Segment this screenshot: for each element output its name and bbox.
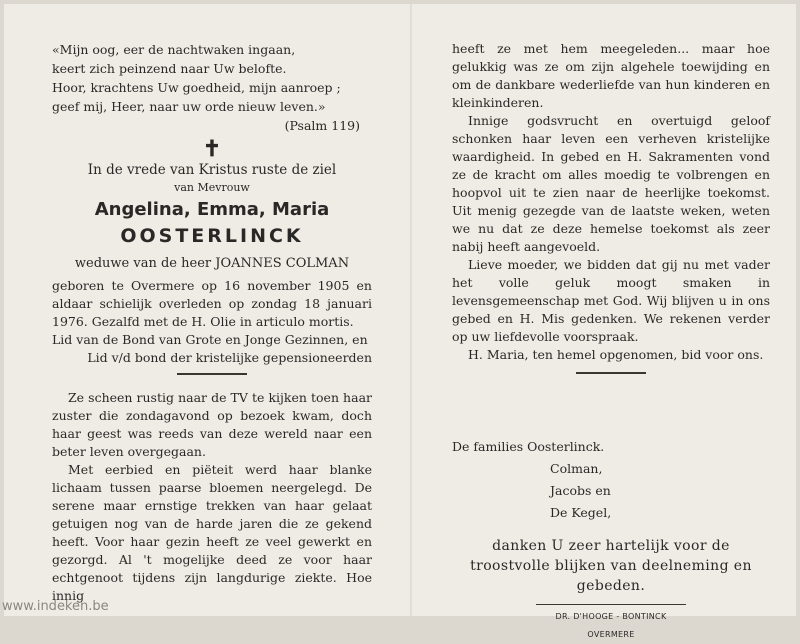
watermark: www.indeken.be [2,599,109,614]
psalm-source: (Psalm 119) [52,116,372,135]
paragraph-4: Innige godsvrucht en overtuigd geloof schonken haar leven een verheven kristelijke waardigheid. In gebed en H. Sakramenten vond ze de kracht om alles moedig te volbrengen en hoopvol uit te zien naar de heerlijke toekomst. Uit menig gezegde van de laatste weken, weten we nu dat ze deze hemelse toekomst als zeer nabij heeft aangevoeld. [452,112,770,256]
thanks-text: danken U zeer hartelijk voor de troostvolle blijken van deelneming en gebeden. [452,536,770,596]
given-names: Angelina, Emma, Maria [52,197,372,223]
van-mevrouw: van Mevrouw [52,179,372,197]
psalm-verse [52,40,372,135]
verse-line: «Mijn oog, eer de nachtwaken ingaan, [52,40,372,59]
bio-text: geboren te Overmere op 16 november 1905 en aldaar schielijk overleden op zondag 18 januari 1976. Gezalfd met de H. Olie in articulo mortis. [52,277,372,331]
family-line: Colman, [452,458,770,480]
family-line: De Kegel, [452,502,770,524]
right-column [452,40,770,644]
family-line: De families Oosterlinck. [452,436,770,458]
left-column [52,40,372,605]
paragraph-1: Ze scheen rustig naar de TV te kijken toen haar zuster die zondagavond op bezoek kwam, doch haar geest was reeds van deze wereld naar een beter leven overgegaan. [52,389,372,461]
families-list [452,436,770,524]
card-fold [410,4,412,616]
family-line: Jacobs en [452,480,770,502]
paragraph-3: heeft ze met hem meegeleden... maar hoe gelukkig was ze om zijn algehele toewijding en om de dankbare wederliefde van hun kinderen en kleinkinderen. [452,40,770,112]
prayer-line: H. Maria, ten hemel opgenomen, bid voor ons. [452,346,770,364]
intro-line: In de vrede van Kristus ruste de ziel [52,161,372,179]
divider [177,373,247,375]
paragraph-5: Lieve moeder, we bidden dat gij nu met vader het volle geluk moogt smaken in levensgemeenschap met God. Wij blijven u in ons gebed en H. Mis gedenken. We rekenen verder op uw liefdevolle voorspraak. [452,256,770,346]
verse-line: keert zich peinzend naar Uw belofte. [52,59,372,78]
printer-credit: DR. D'HOOGE - BONTINCK OVERMERE [536,604,686,644]
surname: OOSTERLINCK [52,223,372,249]
divider [576,372,646,374]
cross-icon: ✝ [52,137,372,161]
membership-1: Lid van de Bond van Grote en Jonge Gezinnen, en [52,331,372,349]
verse-line: geef mij, Heer, naar uw orde nieuw leven.» [52,97,372,116]
verse-line: Hoor, krachtens Uw goedheid, mijn aanroep ; [52,78,372,97]
widow-line: weduwe van de heer JOANNES COLMAN [52,255,372,273]
membership-2: Lid v/d bond der kristelijke gepensioneerden [52,349,372,367]
paragraph-2: Met eerbied en piëteit werd haar blanke lichaam tussen paarse bloemen neergelegd. De serene maar ernstige trekken van haar gelaat getuigen nog van de harde jaren die ze gekend heeft. Voor haar gezin heeft ze veel gewerkt en gezorgd. Al 't mogelijke deed ze voor haar echtgenoot tijdens zijn langdurige ziekte. Hoe innig [52,461,372,605]
